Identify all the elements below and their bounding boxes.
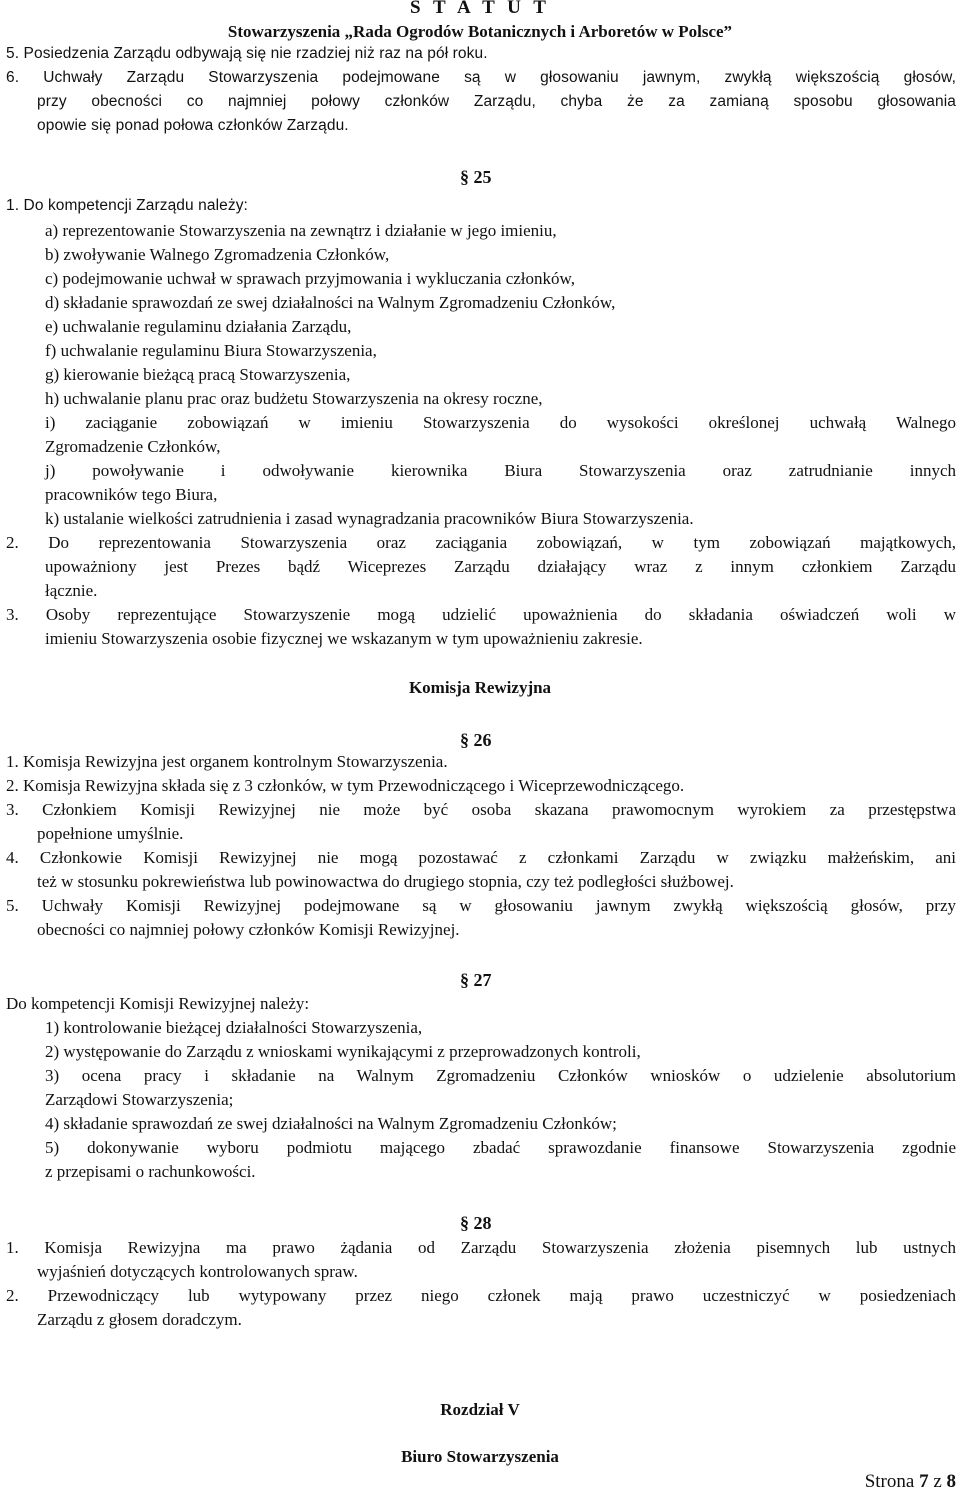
page-number <box>865 1470 956 1494</box>
point-2-line-2: upoważniony jest Prezes bądź Wiceprezes Zarządu działający wraz z innym członkiem Zarządu <box>45 557 956 576</box>
section-26-point-4-line-1: 4. Członkowie Komisji Rewizyjnej nie mogą pozostawać z członkami Zarządu w związku małżeńskim, ani <box>6 848 956 867</box>
document-subtitle: Stowarzyszenia „Rada Ogrodów Botanicznych i Arboretów w Polsce” <box>227 22 733 41</box>
item-6-line-3: opowie się ponad połowa członków Zarządu. <box>37 117 349 134</box>
section-26-point-2: 2. Komisja Rewizyjna składa się z 3 członków, w tym Przewodniczącego i Wiceprzewodniczącego. <box>6 776 685 795</box>
list-item-e: e) uchwalanie regulaminu działania Zarządu, <box>45 317 352 336</box>
list-item-c: c) podejmowanie uchwał w sprawach przyjmowania i wykluczania członków, <box>45 269 575 288</box>
page-number-separator: z <box>928 1471 947 1492</box>
section-25-heading: § 25 <box>460 167 492 187</box>
list-item-h: h) uchwalanie planu prac oraz budżetu Stowarzyszenia na okresy roczne, <box>45 389 543 408</box>
page-number-prefix: Strona <box>864 1471 920 1492</box>
chapter-heading: Rozdział V <box>440 1400 520 1419</box>
list-item-i-line-2: Zgromadzenie Członków, <box>45 437 221 456</box>
section-28-point-2-line-2: Zarządu z głosem doradczym. <box>37 1310 242 1329</box>
list-item-j-line-1: j) powoływanie i odwoływanie kierownika Biura Stowarzyszenia oraz zatrudnianie innych <box>45 461 956 480</box>
section-28-point-1-line-1: 1. Komisja Rewizyjna ma prawo żądania od Zarządu Stowarzyszenia złożenia pisemnych lub ustnych <box>6 1238 956 1257</box>
section-28-heading: § 28 <box>460 1213 492 1233</box>
item-6-line-2: przy obecności co najmniej połowy członków Zarządu, chyba że za zamianą sposobu głosowania <box>37 93 956 110</box>
chapter-subheading: Biuro Stowarzyszenia <box>401 1447 559 1466</box>
page-number-total: 8 <box>946 1471 956 1492</box>
section-26-point-5-line-1: 5. Uchwały Komisji Rewizyjnej podejmowane są w głosowaniu jawnym zwykłą większością głosów, przy <box>6 896 956 915</box>
section-26-heading: § 26 <box>460 730 492 750</box>
section-27-heading: § 27 <box>460 970 492 990</box>
section-27-item-5-line-1: 5) dokonywanie wyboru podmiotu mającego zbadać sprawozdanie finansowe Stowarzyszenia zgodnie <box>45 1138 956 1157</box>
item-6-line-1: 6. Uchwały Zarządu Stowarzyszenia podejmowane są w głosowaniu jawnym, zwykłą większością głosów, <box>6 69 956 86</box>
section-27-item-1: 1) kontrolowanie bieżącej działalności Stowarzyszenia, <box>45 1018 423 1037</box>
section-26-point-3-line-1: 3. Członkiem Komisji Rewizyjnej nie może być osoba skazana prawomocnym wyrokiem za przestępstwa <box>6 800 956 819</box>
list-item-f: f) uchwalanie regulaminu Biura Stowarzyszenia, <box>45 341 377 360</box>
section-27-intro: Do kompetencji Komisji Rewizyjnej należy: <box>6 994 310 1013</box>
section-27-item-5-line-2: z przepisami o rachunkowości. <box>45 1162 256 1181</box>
point-3-line-1: 3. Osoby reprezentujące Stowarzyszenie mogą udzielić upoważnienia do składania oświadczeń woli w <box>6 605 956 624</box>
document-title: S T A T U T <box>410 0 550 18</box>
section-26-point-1: 1. Komisja Rewizyjna jest organem kontrolnym Stowarzyszenia. <box>6 752 448 771</box>
section-28-point-1-line-2: wyjaśnień dotyczących kontrolowanych spraw. <box>37 1262 358 1281</box>
section-27-item-3-line-2: Zarządowi Stowarzyszenia; <box>45 1090 234 1109</box>
list-item-b: b) zwoływanie Walnego Zgromadzenia Członków, <box>45 245 390 264</box>
list-item-a: a) reprezentowanie Stowarzyszenia na zewnątrz i działanie w jego imieniu, <box>45 221 557 240</box>
point-3-line-2: imieniu Stowarzyszenia osobie fizycznej we wskazanym w tym upoważnieniu zakresie. <box>45 629 643 648</box>
komisja-rewizyjna-heading: Komisja Rewizyjna <box>408 678 552 697</box>
section-26-point-5-line-2: obecności co najmniej połowy członków Komisji Rewizyjnej. <box>37 920 460 939</box>
page-number-current: 7 <box>919 1471 929 1492</box>
list-item-i-line-1: i) zaciąganie zobowiązań w imieniu Stowarzyszenia do wysokości określonej uchwałą Walnego <box>45 413 956 432</box>
list-item-j-line-2: pracowników tego Biura, <box>45 485 218 504</box>
section-27-item-3-line-1: 3) ocena pracy i składanie na Walnym Zgromadzeniu Członków wniosków o udzielenie absolutorium <box>45 1066 956 1085</box>
item-5: 5. Posiedzenia Zarządu odbywają się nie rzadziej niż raz na pół roku. <box>6 45 488 62</box>
list-item-g: g) kierowanie bieżącą pracą Stowarzyszenia, <box>45 365 351 384</box>
section-28-point-2-line-1: 2. Przewodniczący lub wytypowany przez niego członek mają prawo uczestniczyć w posiedzeniach <box>6 1286 956 1305</box>
section-27-item-2: 2) występowanie do Zarządu z wnioskami wynikającymi z przeprowadzonych kontroli, <box>45 1042 641 1061</box>
point-2-line-1: 2. Do reprezentowania Stowarzyszenia oraz zaciągania zobowiązań, w tym zobowiązań majątkowych, <box>6 533 956 552</box>
section-26-point-3-line-2: popełnione umyślnie. <box>37 824 184 843</box>
point-2-line-3: łącznie. <box>45 581 98 600</box>
section-25-intro: 1. Do kompetencji Zarządu należy: <box>6 197 248 214</box>
list-item-k: k) ustalanie wielkości zatrudnienia i zasad wynagradzania pracowników Biura Stowarzyszenia. <box>45 509 694 528</box>
list-item-d: d) składanie sprawozdań ze swej działalności na Walnym Zgromadzeniu Członków, <box>45 293 616 312</box>
section-26-point-4-line-2: też w stosunku pokrewieństwa lub powinowactwa do drugiego stopnia, czy też podległości służbowej. <box>37 872 734 891</box>
section-27-item-4: 4) składanie sprawozdań ze swej działalności na Walnym Zgromadzeniu Członków; <box>45 1114 617 1133</box>
